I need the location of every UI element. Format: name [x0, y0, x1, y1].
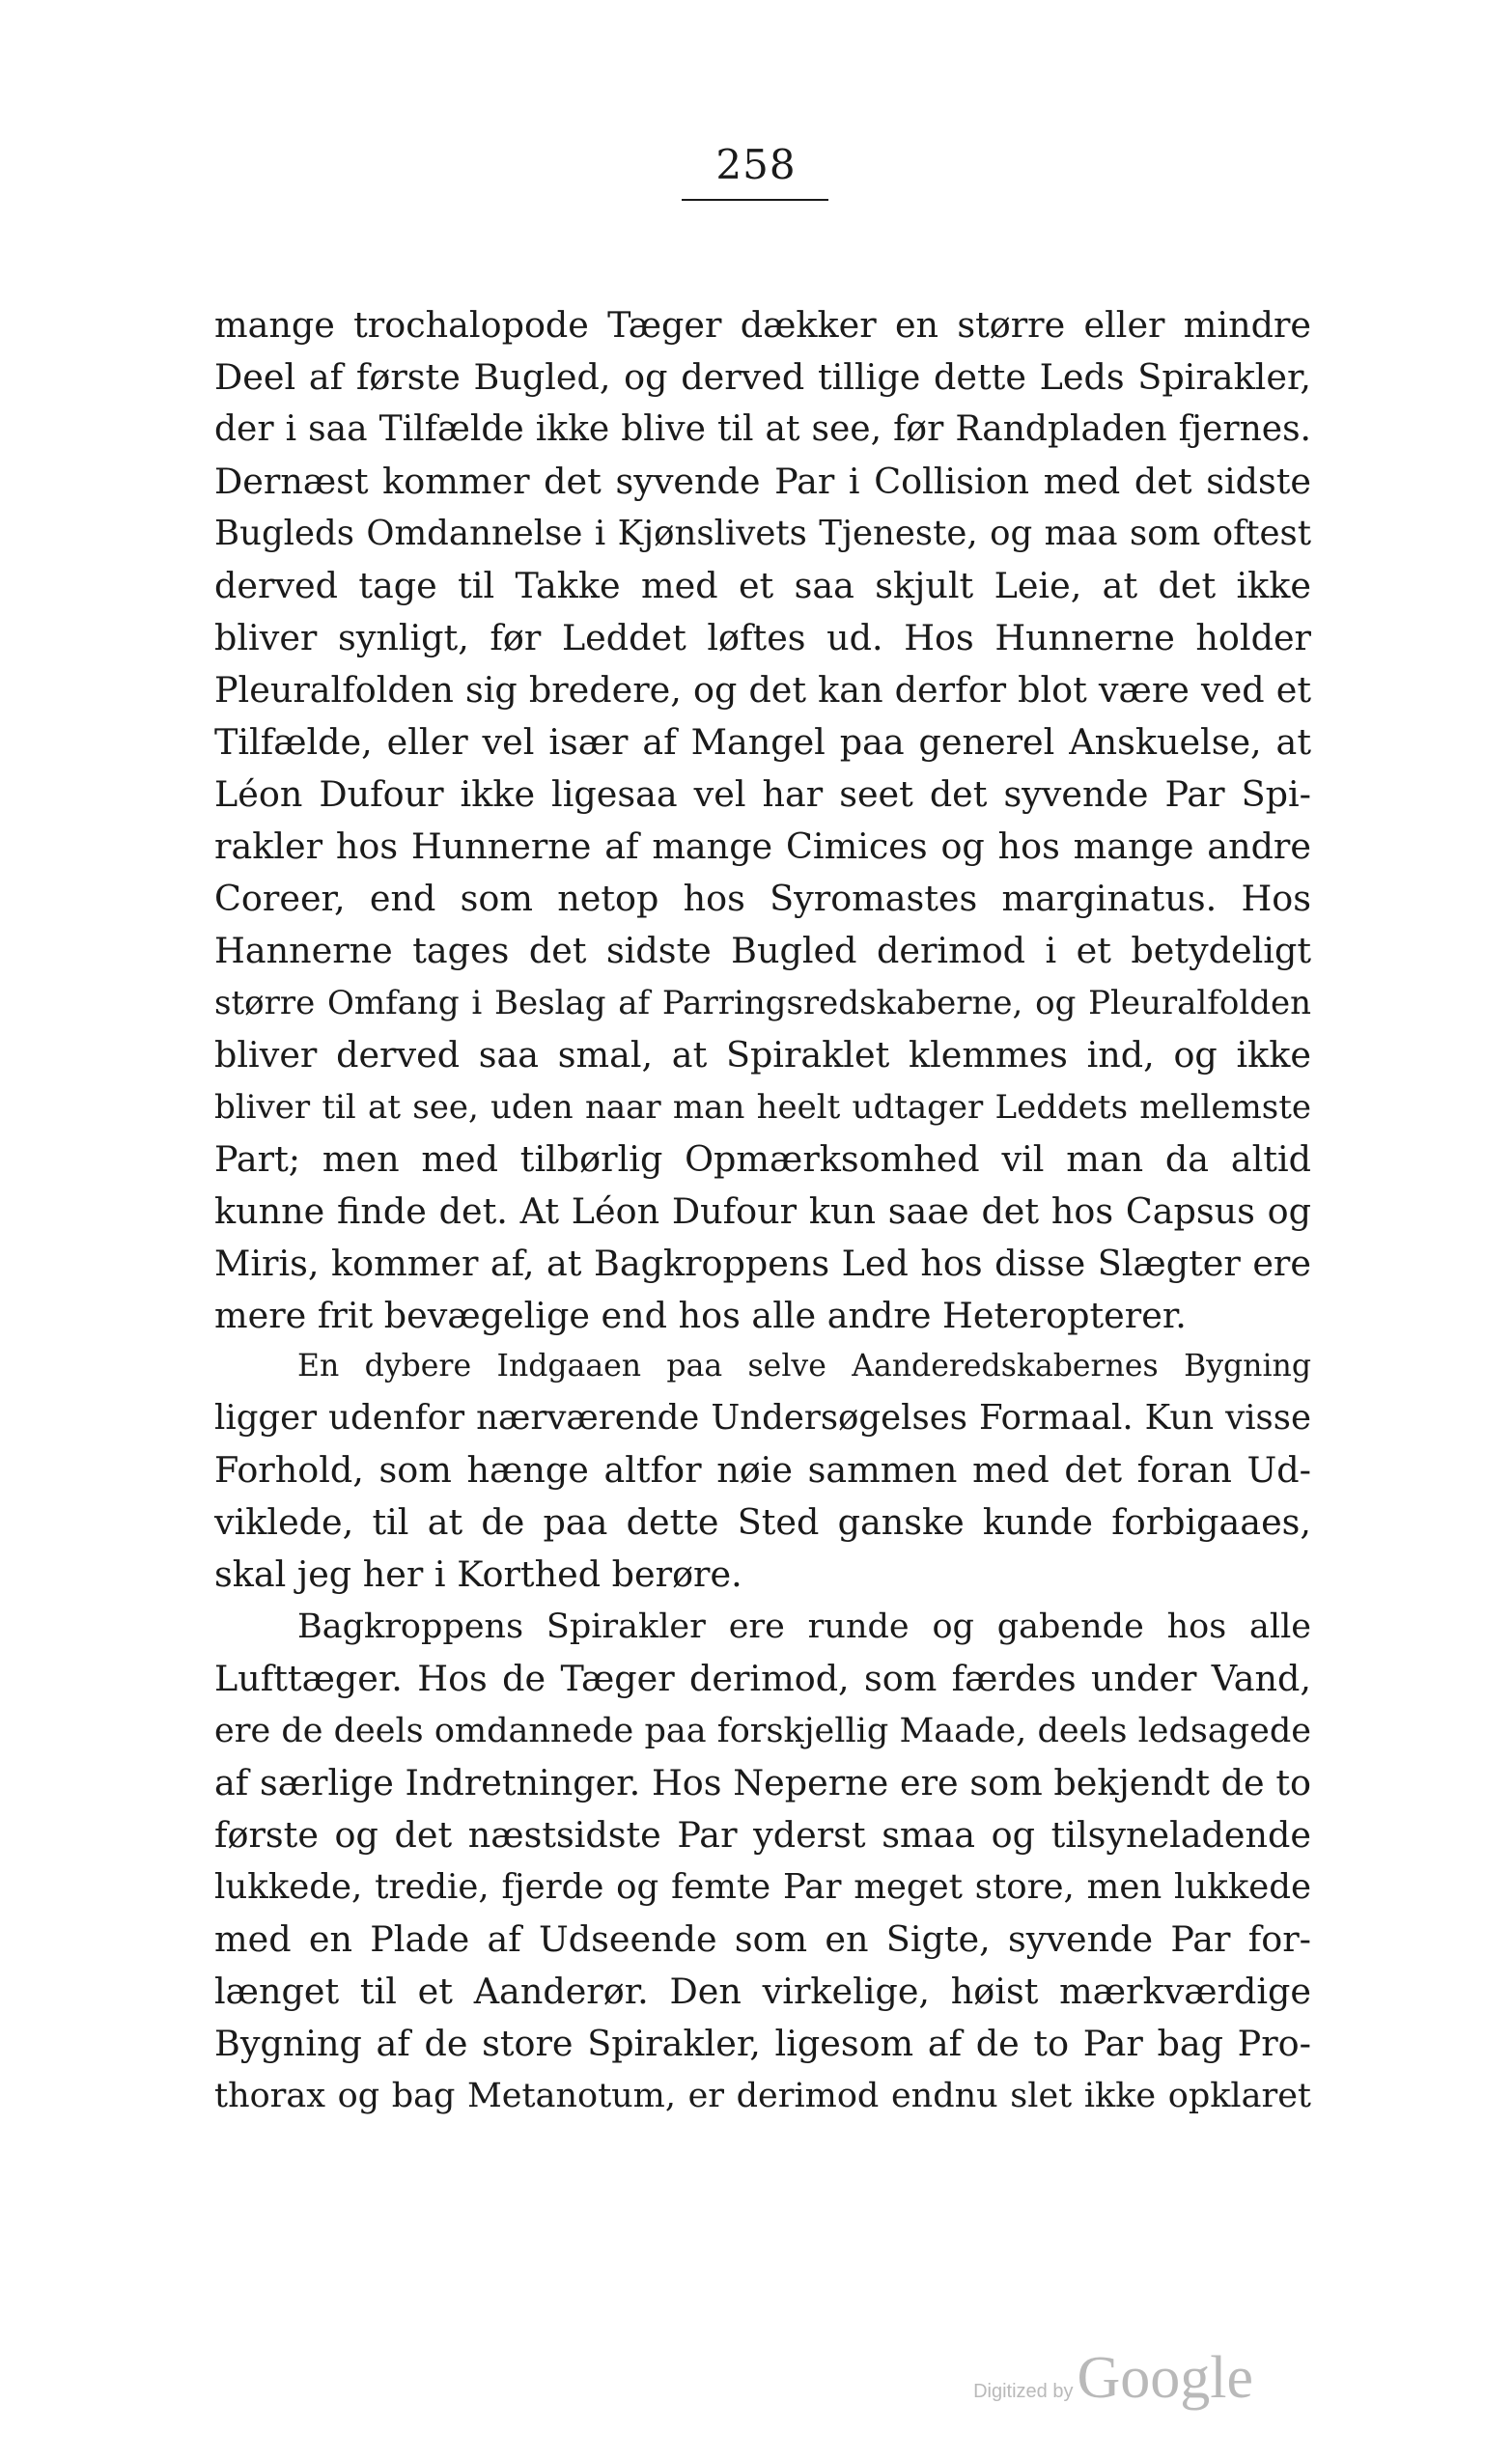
text-line: viklede, til at de paa dette Sted ganske kunde forbigaaes,	[214, 1501, 1311, 1543]
text-line: bliver derved saa smal, at Spiraklet klemmes ind, og ikke	[214, 1034, 1311, 1076]
text-line: af særlige Indretninger. Hos Neperne ere som bekjendt de to	[214, 1762, 1311, 1803]
text-line: Bugleds Omdannelse i Kjønslivets Tjeneste, og maa som oftest	[214, 514, 1311, 553]
google-logo: Google	[1077, 2345, 1253, 2411]
text-line: Tilfælde, eller vel især af Mangel paa generel Anskuelse, at	[214, 721, 1311, 763]
text-line: ligger udenfor nærværende Undersøgelses Formaal. Kun visse	[214, 1398, 1311, 1438]
text-line: thorax og bag Metanotum, er derimod endnu slet ikke opklaret	[214, 2077, 1311, 2115]
text-line: der i saa Tilfælde ikke blive til at see, før Randpladen fjernes.	[214, 409, 1311, 449]
text-line: længet til et Aanderør. Den virkelige, høist mærkværdige	[214, 1971, 1311, 2012]
text-line: lukkede, tredie, fjerde og femte Par meget store, men lukkede	[214, 1867, 1311, 1907]
text-line: Miris, kommer af, at Bagkroppens Led hos disse Slægter ere	[214, 1243, 1311, 1284]
text-line: derved tage til Takke med et saa skjult Leie, at det ikke	[214, 565, 1311, 606]
text-line: ere de deels omdannede paa forskjellig Maade, deels ledsagede	[214, 1712, 1311, 1750]
text-line: Forhold, som hænge altfor nøie sammen med det foran Ud-	[214, 1449, 1311, 1491]
text-line: mange trochalopode Tæger dækker en større eller mindre	[214, 304, 1311, 346]
text-line: skal jeg her i Korthed berøre.	[214, 1553, 742, 1595]
text-line: Hannerne tages det sidste Bugled derimod i et betydeligt	[214, 930, 1311, 971]
page-number-rule	[682, 199, 828, 201]
text-line: med en Plade af Udseende som en Sigte, syvende Par for-	[214, 1918, 1311, 1960]
text-line: første og det næstsidste Par yderst smaa og tilsyneladende	[214, 1814, 1311, 1856]
text-line: Dernæst kommer det syvende Par i Collision med det sidste	[214, 461, 1311, 502]
paragraph-1	[214, 299, 1311, 1342]
text-line: Léon Dufour ikke ligesaa vel har seet det syvende Par Spi-	[214, 773, 1311, 815]
text-line: Pleuralfolden sig bredere, og det kan derfor blot være ved et	[214, 669, 1311, 711]
paragraph-3	[214, 1601, 1311, 2122]
text-line: rakler hos Hunnerne af mange Cimices og hos mange andre	[214, 825, 1311, 867]
text-line: Bagkroppens Spirakler ere runde og gabende hos alle	[297, 1607, 1311, 1646]
text-line: bliver til at see, uden naar man heelt udtager Leddets mellemste	[214, 1088, 1311, 1127]
text-line: En dybere Indgaaen paa selve Aanderedskabernes Bygning	[297, 1349, 1311, 1384]
page-number: 258	[715, 141, 797, 188]
text-line: større Omfang i Beslag af Parringsredskaberne, og Pleuralfolden	[214, 984, 1311, 1022]
paragraph-2	[214, 1340, 1311, 1601]
text-line: Coreer, end som netop hos Syromastes marginatus. Hos	[214, 878, 1311, 919]
text-line: mere frit bevægelige end hos alle andre Heteropterer.	[214, 1295, 1187, 1336]
digitized-by-google-watermark	[973, 2344, 1253, 2413]
text-line: Deel af første Bugled, og derved tillige dette Leds Spirakler,	[214, 356, 1311, 398]
text-line: Lufttæger. Hos de Tæger derimod, som færdes under Vand,	[214, 1658, 1311, 1699]
text-line: kunne finde det. At Léon Dufour kun saae det hos Capsus og	[214, 1190, 1311, 1232]
text-line: Bygning af de store Spirakler, ligesom af de to Par bag Pro-	[214, 2023, 1311, 2064]
text-line: Part; men med tilbørlig Opmærksomhed vil man da altid	[214, 1138, 1311, 1180]
watermark-prefix: Digitized by	[973, 2381, 1074, 2402]
text-line: bliver synligt, før Leddet løftes ud. Hos Hunnerne holder	[214, 617, 1311, 658]
